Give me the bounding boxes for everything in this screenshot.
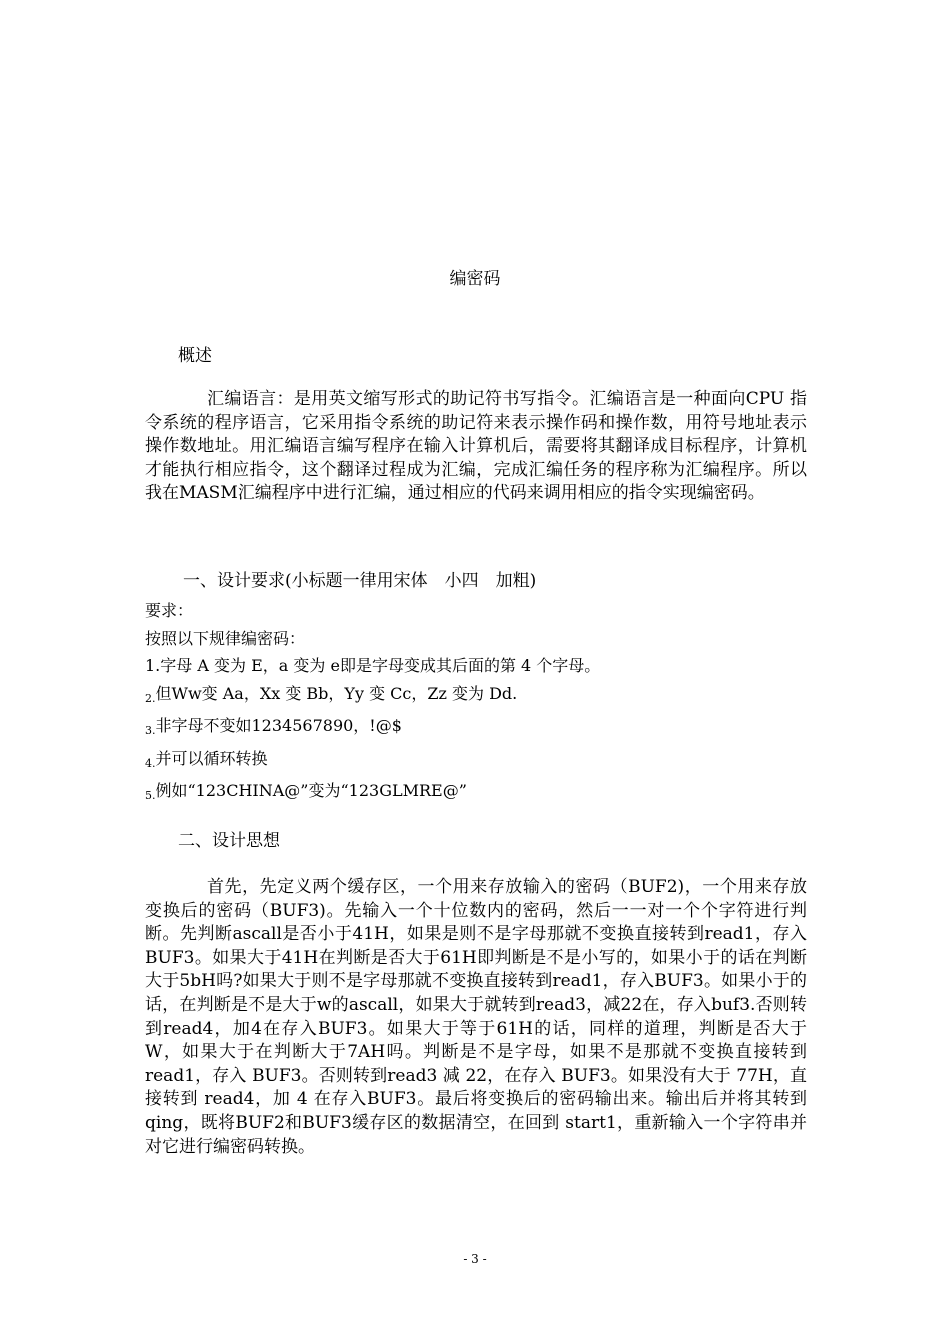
list-item (145, 680, 845, 713)
list-item-number: 4. (145, 756, 156, 770)
list-item-number: 2. (145, 691, 156, 705)
overview-paragraph: 汇编语言：是用英文缩写形式的助记符书写指令。汇编语言是一种面向CPU 指令系统的程序语言，它采用指令系统的助记符来表示操作码和操作数，用符号地址表示操作数地址。用汇编语言编写程序在输入计算机后，需要将其翻译成目标程序，计算机才能执行相应指令，这个翻译过程成为汇编，完成汇编任务的程序称为汇编程序。所以我在MASM汇编程序中进行汇编，通过相应的代码来调用相应的指令实现编密码。 (145, 389, 807, 504)
section2-paragraph: 首先，先定义两个缓存区，一个用来存放输入的密码（BUF2)，一个用来存放变换后的密码（BUF3)。先输入一个十位数内的密码，然后一一对一个个字符进行判断。先判断ascall是否小于41H，如果是则不是字母那就不变换直接转到read1，存入BUF3。如果大于41H在判断是否大于61H即判断是不是小写的，如果小于的话在判断大于5bH吗?如果大于则不是字母那就不变换直接转到read1，存入BUF3。如果小于的话，在判断是不是大于w的ascall，如果大于就转到read3，减22在，存入buf3.否则转到read4，加4在存入BUF3。如果大于等于61H的话，同样的道理，判断是否大于 W，如果大于在判断大于7AH吗。判断是不是字母，如果不是那就不变换直接转到 read1，存入 BUF3。否则转到read3 减 22，在存入 BUF3。如果没有大于 77H，直接转到 read4，加 4 在存入BUF3。最后将变换后的密码输出来。输出后并将其转到qing，既将BUF2和BUF3缓存区的数据清空，在回到 start1，重新输入一个字符串并对它进行编密码转换。 (145, 877, 807, 1157)
document-title: 编密码 (449, 269, 501, 289)
list-item (145, 712, 845, 745)
list-item (145, 652, 845, 680)
list-item-number: 3. (145, 724, 156, 737)
list-item-text: 字母 A 变为 E，a 变为 e即是字母变成其后面的第 4 个字母。 (160, 656, 601, 675)
list-item-text: 但Ww变 Aa，Xx 变 Bb，Yy 变 Cc，Zz 变为 Dd. (155, 683, 518, 703)
requirements-list (145, 597, 845, 810)
requirements-intro: 要求： (145, 601, 194, 620)
page-number: - 3 - (463, 1252, 487, 1266)
overview-heading: 概述 (178, 346, 212, 366)
list-item-text: 并可以循环转换 (155, 748, 268, 768)
list-item (145, 777, 845, 810)
list-item-number: 1. (145, 656, 161, 675)
list-item-number: 5. (145, 789, 156, 802)
requirements-rule-intro: 按照以下规律编密码： (145, 628, 306, 648)
section1-heading: 一、设计要求(小标题一律用宋体 小四 加粗) (183, 571, 537, 591)
list-item (145, 745, 845, 778)
list-item-text: 非字母不变如1234567890，!@$ (155, 716, 402, 735)
list-item-text: 例如“123CHINA@”变为“123GLMRE@” (155, 781, 467, 800)
section2-heading: 二、设计思想 (178, 831, 280, 851)
